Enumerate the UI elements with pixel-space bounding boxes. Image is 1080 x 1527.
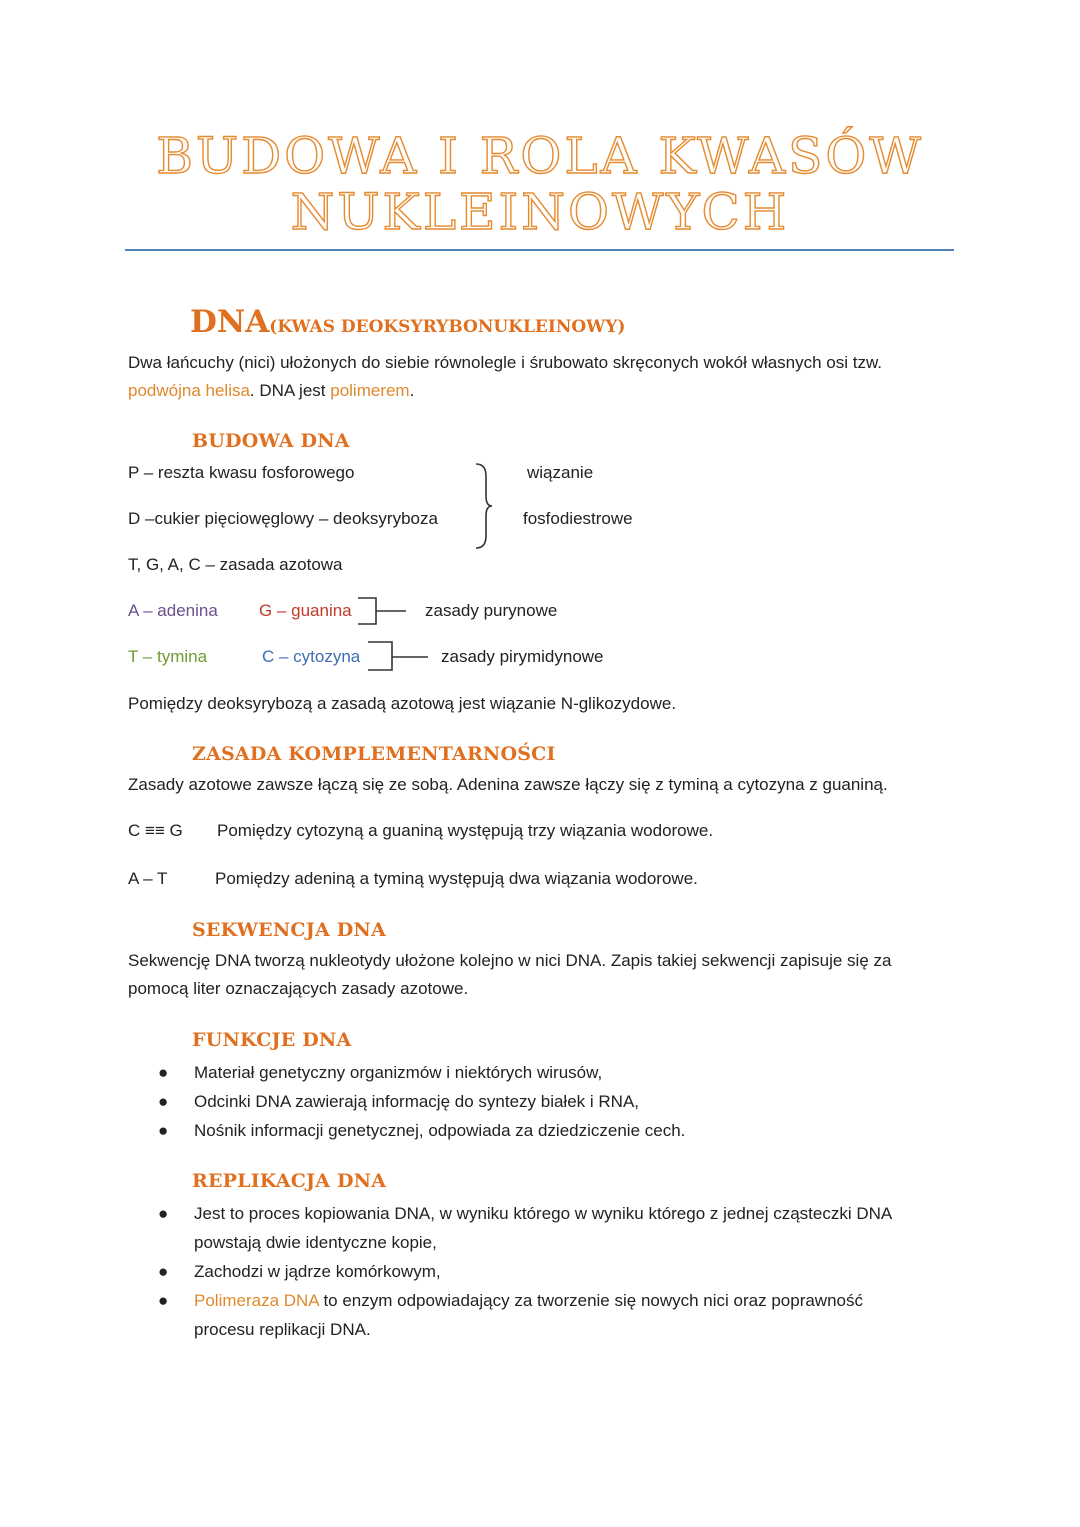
thymine-label: T – tymina — [128, 647, 208, 666]
sekwencja-line-1: Sekwencję DNA tworzą nukleotydy ułożone kolejno w nici DNA. Zapis takiej sekwencji zapisuje się za — [128, 951, 892, 970]
glycosidic-line: Pomiędzy deoksyrybozą a zasadą azotową jest wiązanie N-glikozydowe. — [128, 694, 677, 713]
list-item: ● Polimeraza DNA to enzym odpowiadający za tworzenie się nowych nici oraz poprawność procesu replikacji DNA. — [194, 1286, 964, 1344]
list-item: ● Zachodzi w jądrze komórkowym, — [194, 1257, 441, 1286]
cytosine-label: C – cytozyna — [262, 647, 361, 666]
pair-1-symbol: C ≡≡ G — [128, 821, 183, 840]
curly-brace-icon — [474, 462, 494, 552]
sekwencja-text — [128, 947, 968, 1003]
replikacja-heading: REPLIKACJA DNA — [192, 1170, 387, 1192]
term-polimeraza-dna: Polimeraza DNA — [194, 1291, 319, 1310]
page-title-line-2: NUKLEINOWYCH — [290, 183, 790, 241]
list-item: ● Jest to proces kopiowania DNA, w wyniku którego w wyniku którego z jednej cząsteczki DNA powstają dwie identyczne kopie, — [194, 1199, 964, 1257]
guanine-label: G – guanina — [259, 601, 352, 620]
sekwencja-heading: SEKWENCJA DNA — [192, 919, 386, 941]
dna-heading-sub: (KWAS DEOKSYRYBONUKLEINOWY) — [269, 317, 626, 337]
bond-label-2: fosfodiestrowe — [523, 509, 633, 528]
bullet-icon: ● — [158, 1092, 169, 1111]
title-divider — [125, 249, 954, 251]
d-line: D –cukier pięciowęglowy – deoksyryboza — [128, 509, 438, 528]
bases-line: T, G, A, C – zasada azotowa — [128, 555, 343, 574]
pyrimidine-bracket-icon — [368, 640, 430, 674]
komplementarnosc-intro: Zasady azotowe zawsze łączą się ze sobą. Adenina zawsze łączy się z tyminą a cytozyna z guaniną. — [128, 775, 888, 794]
bullet-icon: ● — [158, 1204, 169, 1223]
funkcje-heading: FUNKCJE DNA — [192, 1029, 352, 1051]
pair-2-symbol: A – T — [128, 869, 168, 888]
bullet-icon: ● — [158, 1291, 169, 1310]
p-line: P – reszta kwasu fosforowego — [128, 463, 355, 482]
dna-intro-line-1: Dwa łańcuchy (nici) ułożonych do siebie równolegle i śrubowato skręconych wokół własnych osi tzw. — [128, 353, 883, 372]
pair-1-text: Pomiędzy cytozyną a guaniną występują trzy wiązania wodorowe. — [217, 821, 714, 840]
intro-text-3: . — [409, 381, 415, 400]
intro-text-2: . DNA jest — [249, 381, 331, 400]
bullet-icon: ● — [158, 1121, 169, 1140]
page-title-line-1: BUDOWA I ROLA KWASÓW — [156, 127, 924, 185]
adenine-label: A – adenina — [128, 601, 218, 620]
dna-heading — [190, 304, 625, 340]
bond-label-1: wiązanie — [527, 463, 594, 482]
list-item: ● Odcinki DNA zawierają informację do syntezy białek i RNA, — [194, 1087, 639, 1116]
list-item: ● Materiał genetyczny organizmów i niektórych wirusów, — [194, 1058, 602, 1087]
pyrimidines-label: zasady pirymidynowe — [441, 647, 604, 666]
term-polimer: polimerem — [330, 381, 410, 400]
purine-bracket-icon — [358, 596, 408, 630]
dna-intro — [128, 349, 958, 405]
dna-heading-main: DNA — [190, 304, 270, 340]
komplementarnosc-heading: ZASADA KOMPLEMENTARNOŚCI — [192, 743, 556, 765]
bullet-icon: ● — [158, 1063, 169, 1082]
bullet-icon: ● — [158, 1262, 169, 1281]
list-item: ● Nośnik informacji genetycznej, odpowiada za dziedziczenie cech. — [194, 1116, 685, 1145]
dna-intro-line-2 — [128, 377, 958, 405]
pair-2-text: Pomiędzy adeniną a tyminą występują dwa wiązania wodorowe. — [215, 869, 698, 888]
term-podwojna-helisa: podwójna helisa — [128, 381, 250, 400]
budowa-heading: BUDOWA DNA — [192, 430, 350, 452]
sekwencja-line-2: pomocą liter oznaczających zasady azotowe. — [128, 979, 469, 998]
purines-label: zasady purynowe — [425, 601, 558, 620]
